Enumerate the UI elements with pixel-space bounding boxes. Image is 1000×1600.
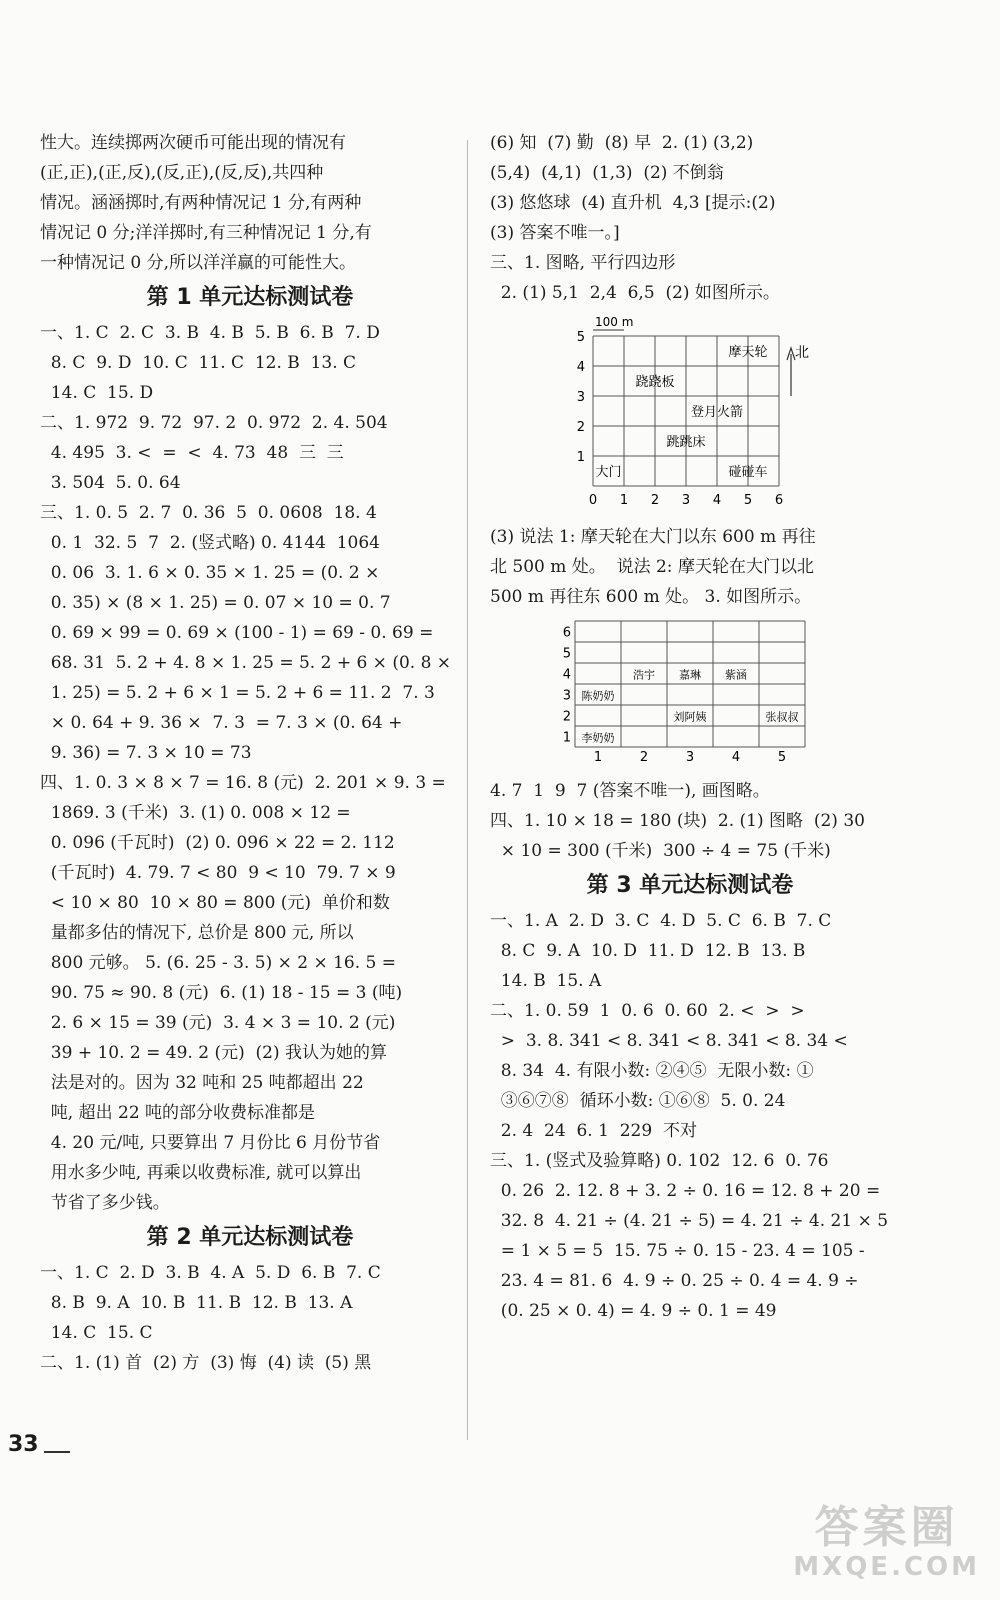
answer-line: 0. 096 (千瓦时) (2) 0. 096 × 22 = 2. 112 (40, 833, 395, 853)
person-label: 李奶奶 (581, 731, 615, 745)
answer-line: 4. 7 1 9 7 (答案不唯一), 画图略。 (490, 781, 770, 801)
x-tick-label: 6 (774, 493, 784, 508)
person-label: 刘阿姨 (673, 710, 707, 724)
answer-line: 情况。涵涵掷时,有两种情况记 1 分,有两种 (40, 193, 362, 213)
unit-2-answers-part-2 (490, 522, 890, 612)
answer-line: 0. 06 3. 1. 6 × 0. 35 × 1. 25 = (0. 2 × (40, 563, 380, 583)
place-label: 跷跷板 (635, 375, 675, 390)
answer-line: × 10 = 300 (千米) 300 ÷ 4 = 75 (千米) (490, 841, 831, 861)
x-tick-label: 4 (712, 493, 722, 508)
answer-line: 二、1. (1) 首 (2) 方 (3) 悔 (4) 读 (5) 黑 (40, 1353, 372, 1373)
seating-grid (490, 612, 890, 772)
person-label: 嘉琳 (679, 668, 701, 682)
y-tick-label: 1 (576, 450, 585, 465)
park-map-grid (490, 308, 890, 518)
unit-3-answers (490, 906, 890, 1326)
answer-line: 8. 34 4. 有限小数: ②④⑤ 无限小数: ① (490, 1061, 814, 1081)
watermark-top: 答案圈 (814, 1502, 959, 1553)
answer-line: 8. B 9. A 10. B 11. B 12. B 13. A (40, 1293, 353, 1313)
north-label: 北 (795, 345, 809, 361)
unit-1-answers (40, 318, 460, 1218)
answer-line: 2. (1) 5,1 2,4 6,5 (2) 如图所示。 (490, 283, 780, 303)
y-tick-label: 1 (562, 730, 571, 746)
answer-line: = 1 × 5 = 5 15. 75 ÷ 0. 15 - 23. 4 = 105 - (490, 1241, 865, 1261)
y-tick-label: 2 (562, 709, 571, 725)
answer-line: 情况记 0 分;洋洋掷时,有三种情况记 1 分,有 (40, 223, 372, 243)
answer-line: 500 m 再往东 600 m 处。 3. 如图所示。 (490, 587, 812, 607)
answer-block-intro (40, 128, 460, 278)
answer-line: 800 元够。 5. (6. 25 - 3. 5) × 2 × 16. 5 = (40, 953, 397, 973)
place-label: 摩天轮 (728, 345, 768, 360)
answer-line: (3) 说法 1: 摩天轮在大门以东 600 m 再往 (490, 527, 816, 547)
answer-line: 0. 35) × (8 × 1. 25) = 0. 07 × 10 = 0. 7 (40, 593, 391, 613)
x-tick-label: 4 (731, 750, 741, 765)
x-tick-label: 5 (777, 750, 787, 765)
y-tick-label: 3 (576, 390, 585, 405)
unit-2-title: 第 2 单元达标测试卷 (146, 1225, 354, 1250)
answer-line: 32. 8 4. 21 ÷ (4. 21 ÷ 5) = 4. 21 ÷ 4. 21 × 5 (490, 1211, 889, 1231)
answer-line: 0. 69 × 99 = 0. 69 × (100 - 1) = 69 - 0. 69 = (40, 623, 434, 643)
watermark-bottom: MXQE.COM (793, 1552, 980, 1582)
answer-line: (5,4) (4,1) (1,3) (2) 不倒翁 (490, 163, 724, 183)
answer-line: 三、1. 图略, 平行四边形 (490, 253, 676, 273)
answer-line: (千瓦时) 4. 79. 7 < 80 9 < 10 79. 7 × 9 (40, 863, 396, 883)
answer-line: 68. 31 5. 2 + 4. 8 × 1. 25 = 5. 2 + 6 × (0. 8 × (40, 653, 452, 673)
answer-line: 节省了多少钱。 (40, 1193, 170, 1213)
place-label: 大门 (595, 465, 622, 480)
answer-line: (0. 25 × 0. 4) = 4. 9 ÷ 0. 1 = 49 (490, 1301, 777, 1321)
answer-line: 1. 25) = 5. 2 + 6 × 1 = 5. 2 + 6 = 11. 2 7. 3 (40, 683, 435, 703)
answer-line: 吨, 超出 22 吨的部分收费标准都是 (40, 1103, 316, 1123)
answer-line: 二、1. 0. 59 1 0. 6 0. 60 2. < > > (490, 1001, 805, 1021)
unit-1-title: 第 1 单元达标测试卷 (146, 285, 354, 310)
answer-line: 三、1. (竖式及验算略) 0. 102 12. 6 0. 76 (490, 1151, 829, 1171)
page-number: 33 (8, 1432, 39, 1457)
x-tick-label: 2 (650, 493, 660, 508)
y-tick-label: 6 (562, 625, 571, 641)
answer-line: 0. 26 2. 12. 8 + 3. 2 ÷ 0. 16 = 12. 8 + 20 = (490, 1181, 881, 1201)
answer-line: 二、1. 972 9. 72 97. 2 0. 972 2. 4. 504 (40, 413, 388, 433)
answer-line: 2. 6 × 15 = 39 (元) 3. 4 × 3 = 10. 2 (元) (40, 1013, 396, 1033)
answer-line: 3. 504 5. 0. 64 (40, 473, 181, 493)
person-label: 陈奶奶 (581, 689, 615, 703)
person-label: 张叔叔 (765, 710, 799, 724)
answer-line: 14. B 15. A (490, 971, 602, 991)
answer-line: × 0. 64 + 9. 36 × 7. 3 = 7. 3 × (0. 64 + (40, 713, 403, 733)
unit-3-title: 第 3 单元达标测试卷 (586, 873, 794, 898)
page-number-rule (44, 1451, 70, 1453)
answer-line: 一、1. A 2. D 3. C 4. D 5. C 6. B 7. C (490, 911, 832, 931)
unit-2-answers (40, 1258, 460, 1378)
x-tick-label: 5 (743, 493, 753, 508)
x-tick-label: 0 (588, 493, 598, 508)
place-label: 跳跳床 (666, 435, 706, 450)
answer-line: > 3. 8. 341 < 8. 341 < 8. 341 < 8. 34 < (490, 1031, 848, 1051)
answer-line: (3) 答案不唯一。] (490, 223, 620, 243)
x-tick-label: 1 (593, 750, 603, 765)
column-divider (467, 140, 468, 1440)
answer-line: 9. 36) = 7. 3 × 10 = 73 (40, 743, 252, 763)
scale-label: 100 m (595, 315, 634, 329)
x-tick-label: 1 (619, 493, 629, 508)
x-tick-label: 2 (639, 750, 649, 765)
answer-line: 8. C 9. D 10. C 11. C 12. B 13. C (40, 353, 357, 373)
x-tick-label: 3 (681, 493, 691, 508)
place-label: 碰碰车 (728, 465, 768, 480)
answer-line: 2. 4 24 6. 1 229 不对 (490, 1121, 697, 1141)
answer-line: 一种情况记 0 分,所以洋洋赢的可能性大。 (40, 253, 357, 273)
answer-line: 4. 20 元/吨, 只要算出 7 月份比 6 月份节省 (40, 1133, 381, 1153)
answer-line: 法是对的。因为 32 吨和 25 吨都超出 22 (40, 1073, 364, 1093)
answer-line: 四、1. 0. 3 × 8 × 7 = 16. 8 (元) 2. 201 × 9. 3 = (40, 773, 446, 793)
answer-line: 四、1. 10 × 18 = 180 (块) 2. (1) 图略 (2) 30 (490, 811, 865, 831)
y-tick-label: 2 (576, 420, 585, 435)
right-column (490, 128, 890, 1326)
answer-line: (3) 悠悠球 (4) 直升机 4,3 [提示:(2) (490, 193, 776, 213)
person-label: 浩宇 (633, 668, 655, 682)
watermark-logo (793, 1504, 980, 1582)
answer-line: 4. 495 3. < = < 4. 73 48 三 三 (40, 443, 344, 463)
answer-line: 23. 4 = 81. 6 4. 9 ÷ 0. 25 ÷ 0. 4 = 4. 9 ÷ (490, 1271, 859, 1291)
left-column (40, 128, 460, 1378)
place-label: 登月火箭 (690, 405, 744, 420)
answer-line: 量都多估的情况下, 总价是 800 元, 所以 (40, 923, 354, 943)
unit-2-answers-continued (490, 128, 890, 308)
answer-line: 14. C 15. C (40, 1323, 153, 1343)
y-tick-label: 5 (576, 330, 585, 345)
answer-line: 一、1. C 2. C 3. B 4. B 5. B 6. B 7. D (40, 323, 380, 343)
y-tick-label: 3 (562, 688, 571, 704)
answer-line: 39 + 10. 2 = 49. 2 (元) (2) 我认为她的算 (40, 1043, 388, 1063)
answer-line: 0. 1 32. 5 7 2. (竖式略) 0. 4144 1064 (40, 533, 380, 553)
answer-line: 1869. 3 (千米) 3. (1) 0. 008 × 12 = (40, 803, 351, 823)
answer-line: (正,正),(正,反),(反,正),(反,反),共四种 (40, 163, 324, 183)
answer-line: (6) 知 (7) 勤 (8) 早 2. (1) (3,2) (490, 133, 754, 153)
answer-line: ③⑥⑦⑧ 循环小数: ①⑥⑧ 5. 0. 24 (490, 1091, 786, 1111)
y-tick-label: 5 (562, 646, 571, 662)
answer-line: < 10 × 80 10 × 80 = 800 (元) 单价和数 (40, 893, 390, 913)
answer-line: 一、1. C 2. D 3. B 4. A 5. D 6. B 7. C (40, 1263, 381, 1283)
x-tick-label: 3 (685, 750, 695, 765)
person-label: 紫涵 (725, 668, 747, 682)
answer-line: 用水多少吨, 再乘以收费标准, 就可以算出 (40, 1163, 362, 1183)
answer-line: 90. 75 ≈ 90. 8 (元) 6. (1) 18 - 15 = 3 (吨) (40, 983, 403, 1003)
answer-line: 14. C 15. D (40, 383, 154, 403)
answer-line: 北 500 m 处。 说法 2: 摩天轮在大门以北 (490, 557, 814, 577)
answer-line: 性大。连续掷两次硬币可能出现的情况有 (40, 133, 346, 153)
y-tick-label: 4 (576, 360, 585, 375)
unit-2-answers-part-3 (490, 776, 890, 866)
answer-line: 8. C 9. A 10. D 11. D 12. B 13. B (490, 941, 806, 961)
y-tick-label: 4 (562, 667, 571, 683)
answer-line: 三、1. 0. 5 2. 7 0. 36 5 0. 0608 18. 4 (40, 503, 377, 523)
